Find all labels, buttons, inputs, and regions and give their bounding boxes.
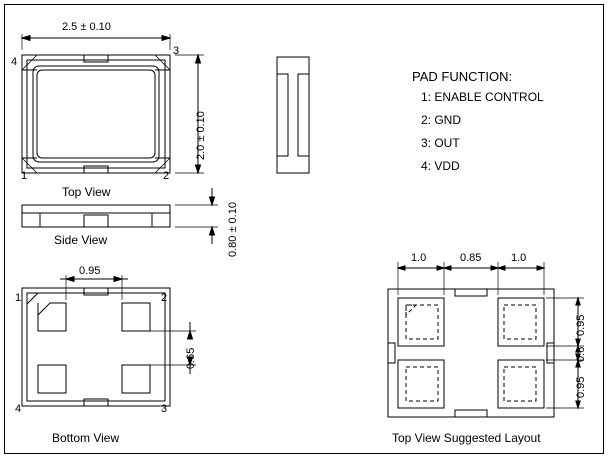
- layout-title: Top View Suggested Layout: [392, 431, 541, 445]
- bottom-view-pin-2: 2: [161, 292, 168, 304]
- layout-dim-v-mid: 0.6: [575, 346, 587, 362]
- bottom-view-pitch-dimension: 0.95: [79, 265, 101, 277]
- top-view-pin-4: 4: [11, 56, 18, 68]
- bottom-view-pin-3: 3: [161, 403, 168, 415]
- pad-function-title: PAD FUNCTION:: [412, 69, 513, 84]
- pad-function-item-4: 4: VDD: [421, 159, 460, 173]
- bottom-view-gap-dimension: 0.65: [185, 347, 197, 369]
- top-view-pin-1: 1: [21, 170, 28, 182]
- side-view-title: Side View: [54, 233, 108, 247]
- layout-dim-v-top: 0.95: [575, 314, 587, 336]
- pad-function-item-3: 3: OUT: [421, 136, 460, 150]
- bottom-view-pin-1: 1: [15, 292, 22, 304]
- top-view-height-dimension: 2.0 ± 0.10: [195, 111, 207, 160]
- bottom-view-title: Bottom View: [52, 431, 120, 445]
- top-view-width-dimension: 2.5 ± 0.10: [62, 21, 111, 33]
- layout-dim-v-bottom: 0.95: [575, 376, 587, 398]
- top-view-title: Top View: [62, 185, 111, 199]
- top-view-pin-3: 3: [173, 45, 180, 57]
- pad-function-item-1: 1: ENABLE CONTROL: [421, 90, 544, 104]
- pad-function-item-2: 2: GND: [421, 113, 462, 127]
- layout-dim-mid: 0.85: [460, 252, 482, 264]
- layout-dim-right: 1.0: [511, 252, 527, 264]
- layout-dim-left: 1.0: [411, 252, 427, 264]
- side-view-height-dimension: 0.80 ± 0.10: [227, 202, 239, 257]
- top-view-pin-2: 2: [163, 170, 170, 182]
- bottom-view-pin-4: 4: [15, 403, 22, 415]
